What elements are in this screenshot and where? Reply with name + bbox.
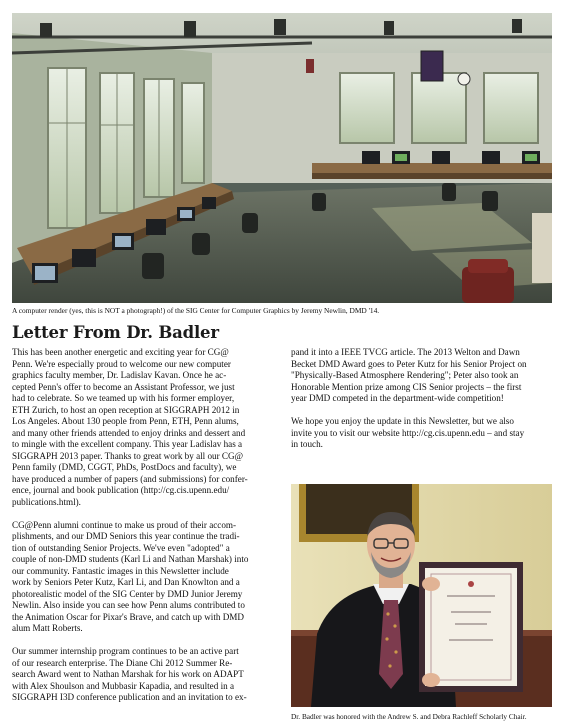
badler-award-photo xyxy=(291,484,552,707)
article-paragraph: Our summer internship program continues to be an active part of our research enterprise. The Diane Chi 2012 Summer Re- search Award went to Nathan Marshak for his work on ADAPT with Alex Shoulson and Mubbasir Kapadia, and resulted in a SIGGRAPH I3D conference publication and an invitation to ex- xyxy=(12,646,247,702)
article-right-column xyxy=(291,347,556,462)
article-paragraph: pand it into a IEEE TVCG article. The 2013 Welton and Dawn Becket DMD Award goes to Peter Kutz for his Senior Project on "Physically-Based Atmosphere Rendering"; Peter also took an Honorable Mention prize among CIS Senior projects – the first year DMD competed in the department-wide competition! xyxy=(291,347,527,403)
article-paragraph: CG@Penn alumni continue to make us proud of their accom- plishments, and our DMD Seniors this year continue the tradi- tion of outstanding Senior Projects. We've even "adopted" a couple of non-DMD students (Karl Li and Nathan Marshak) into our community. Fantastic images in this Newsletter include work by Seniors Peter Kutz, Karl Li, and Dan Knowlton and a photorealistic model of the SIG Center by DMD Junior Jeremy Newlin. Also inside you can see how Penn alums contributed to the Animation Oscar for Pixar's Brave, and catch up with DMD alum Matt Roberts. xyxy=(12,519,249,633)
article-paragraph: This has been another energetic and exciting year for CG@ Penn. We're especially proud to welcome our new computer graphics faculty member, Dr. Ladislav Kavan. Once he ac- cepted Penn's offer to become an Assistant Professor, we just had to celebrate. So we teamed up with his former employer, ETH Zurich, to host an open reception at SIGGRAPH 2012 in Los Angeles. About 130 people from Penn, ETH, Penn alums, and many other friends attended to enjoy drinks and dessert and to mingle with the excellent company. This year Ladislav has a SIGGRAPH 2013 paper. Thanks to great work by all our CG@ Penn family (DMD, CGGT, PhDs, PostDocs and faculty), we have produced a number of papers (and submissions) for confer- ence, journal and book publication (http://cg.cis.upenn.edu/ publications.html). xyxy=(12,347,248,507)
article-paragraph: We hope you enjoy the update in this Newsletter, but we also invite you to visit our website http://cg.cis.upenn.edu – and stay in touch. xyxy=(291,416,525,449)
portrait-caption: Dr. Badler was honored with the Andrew S. and Debra Rachleff Scholarly Chair. xyxy=(291,712,527,721)
lab-render-image xyxy=(12,13,552,303)
hero-image-caption: A computer render (yes, this is NOT a photograph!) of the SIG Center for Computer Graphics by Jeremy Newlin, DMD '14. xyxy=(12,306,380,315)
article-title: Letter From Dr. Badler xyxy=(12,323,219,342)
article-left-column xyxy=(12,347,277,715)
